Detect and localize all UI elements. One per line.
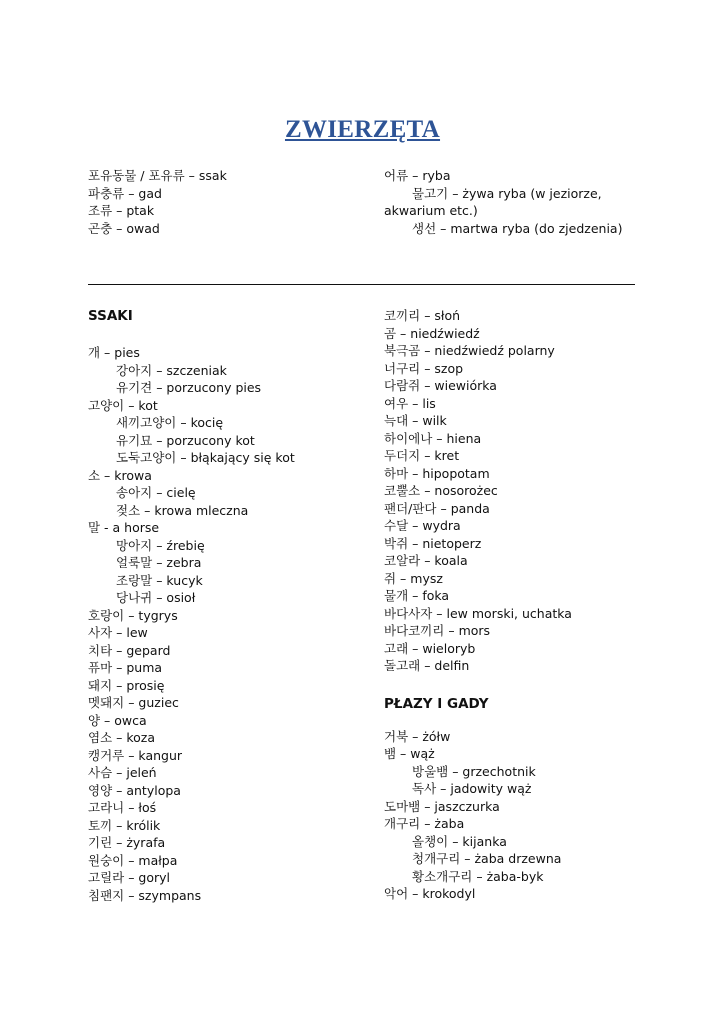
vocab-entry: 너구리 – szop [384,360,464,376]
vocab-entry: 북극곰 – niedźwiedź polarny [384,343,555,358]
vocab-entry: 사자 – lew [88,625,148,640]
vocab-entry: 퓨마 – puma [88,660,163,675]
vocab-entry: 쥐 – mysz [384,570,443,586]
top-left-column [88,167,227,237]
vocab-entry: 바다코끼리 – mors [384,623,491,638]
vocab-entry: 도마뱀 – jaszczurka [384,798,500,814]
section-heading-reptiles: PŁAZY I GADY [384,695,489,712]
vocab-entry: 침팬지 – szympans [88,887,202,903]
vocab-entry: 치타 – gepard [88,642,171,658]
vocab-entry: 독사 – jadowity wąż [412,781,532,796]
vocab-entry: 다람쥐 – wiewiórka [384,378,497,393]
vocab-entry: 말 - a horse [88,520,160,535]
vocab-entry: 올챙이 – kijanka [412,833,507,849]
vocab-entry: 바다사자 – lew morski, uchatka [384,605,572,621]
vocab-entry: 원숭이 – małpa [88,852,178,868]
mammals-list-left [88,344,295,904]
vocab-entry: 하이에나 – hiena [384,430,482,446]
vocab-entry: 양 – owca [88,712,147,728]
vocab-entry: 도둑고양이 – błąkający się kot [116,450,295,465]
vocab-entry: akwarium etc.) [384,203,478,218]
vocab-entry: 물고기 – żywa ryba (w jeziorze, [412,185,602,201]
vocab-entry: 송아지 – cielę [116,485,196,500]
right-column [384,307,572,903]
vocab-entry: 영양 – antylopa [88,782,181,798]
vocab-entry: 수달 – wydra [384,518,461,533]
vocab-entry: 돌고래 – delfin [384,658,470,673]
vocab-entry: 염소 – koza [88,730,156,745]
vocab-entry: 멧돼지 – guziec [88,695,179,710]
vocab-entry: 고라니 – łoś [88,800,157,815]
vocab-entry: 개구리 – żaba [384,816,465,831]
vocab-entry: 코알라 – koala [384,553,468,568]
vocab-entry: 거북 – żółw [384,728,451,744]
vocab-entry: 뱀 – wąż [384,746,435,761]
vocab-entry: 돼지 – prosię [88,677,165,693]
vocab-entry: 늑대 – wilk [384,413,447,428]
reptiles-list [384,728,572,903]
vocab-entry: 포유동물 / 포유류 – ssak [88,168,227,183]
top-right-column [384,167,622,237]
vocab-entry: 청개구리 – żaba drzewna [412,851,562,866]
vocab-entry: 강아지 – szczeniak [116,362,227,378]
vocab-entry: 얼룩말 – zebra [116,555,202,570]
vocab-entry: 고양이 – kot [88,397,158,413]
vocab-entry: 팬더/판다 – panda [384,500,490,516]
vocab-entry: 조류 – ptak [88,203,155,218]
vocab-entry: 곤충 – owad [88,220,160,236]
vocab-entry: 새끼고양이 – kocię [116,415,224,430]
vocab-entry: 방울뱀 – grzechotnik [412,763,536,779]
mammals-left-column [88,306,295,904]
vocab-entry: 박쥐 – nietoperz [384,535,482,551]
vocab-entry: 물개 – foka [384,588,450,603]
vocab-entry: 캥거루 – kangur [88,747,183,763]
document-title: ZWIERZĘTA [284,116,441,143]
vocab-entry: 유기견 – porzucony pies [116,380,262,395]
vocab-entry: 당나귀 – osioł [116,590,196,605]
vocab-entry: 조랑말 – kucyk [116,572,203,588]
vocab-entry: 코끼리 – słoń [384,308,461,323]
vocab-entry: 코뿔소 – nosorożec [384,483,498,498]
vocab-entry: 망아지 – źrebię [116,537,205,553]
vocab-entry: 개 – pies [88,345,140,360]
mammals-list-right [384,307,572,675]
vocab-entry: 악어 – krokodyl [384,886,476,901]
vocab-entry: 여우 – lis [384,395,436,411]
vocab-entry: 하마 – hipopotam [384,465,490,481]
vocab-entry: 황소개구리 – żaba-byk [412,868,544,884]
vocab-entry: 호랑이 – tygrys [88,607,178,623]
vocab-entry: 젖소 – krowa mleczna [116,502,249,518]
vocab-entry: 유기묘 – porzucony kot [116,432,255,448]
section-heading-mammals: SSAKI [88,308,133,324]
vocab-entry: 소 – krowa [88,467,152,483]
vocab-entry: 고래 – wieloryb [384,640,476,656]
vocab-entry: 고릴라 – goryl [88,870,171,885]
section-divider [88,284,635,285]
vocab-entry: 두더지 – kret [384,448,460,463]
vocab-entry: 사슴 – jeleń [88,765,157,780]
vocab-entry: 파충류 – gad [88,185,162,201]
vocab-entry: 기린 – żyrafa [88,835,166,850]
vocab-entry: 생선 – martwa ryba (do zjedzenia) [412,220,623,236]
vocab-entry: 곰 – niedźwiedź [384,325,480,341]
vocab-entry: 토끼 – królik [88,817,161,833]
vocab-entry: 어류 – ryba [384,168,451,183]
